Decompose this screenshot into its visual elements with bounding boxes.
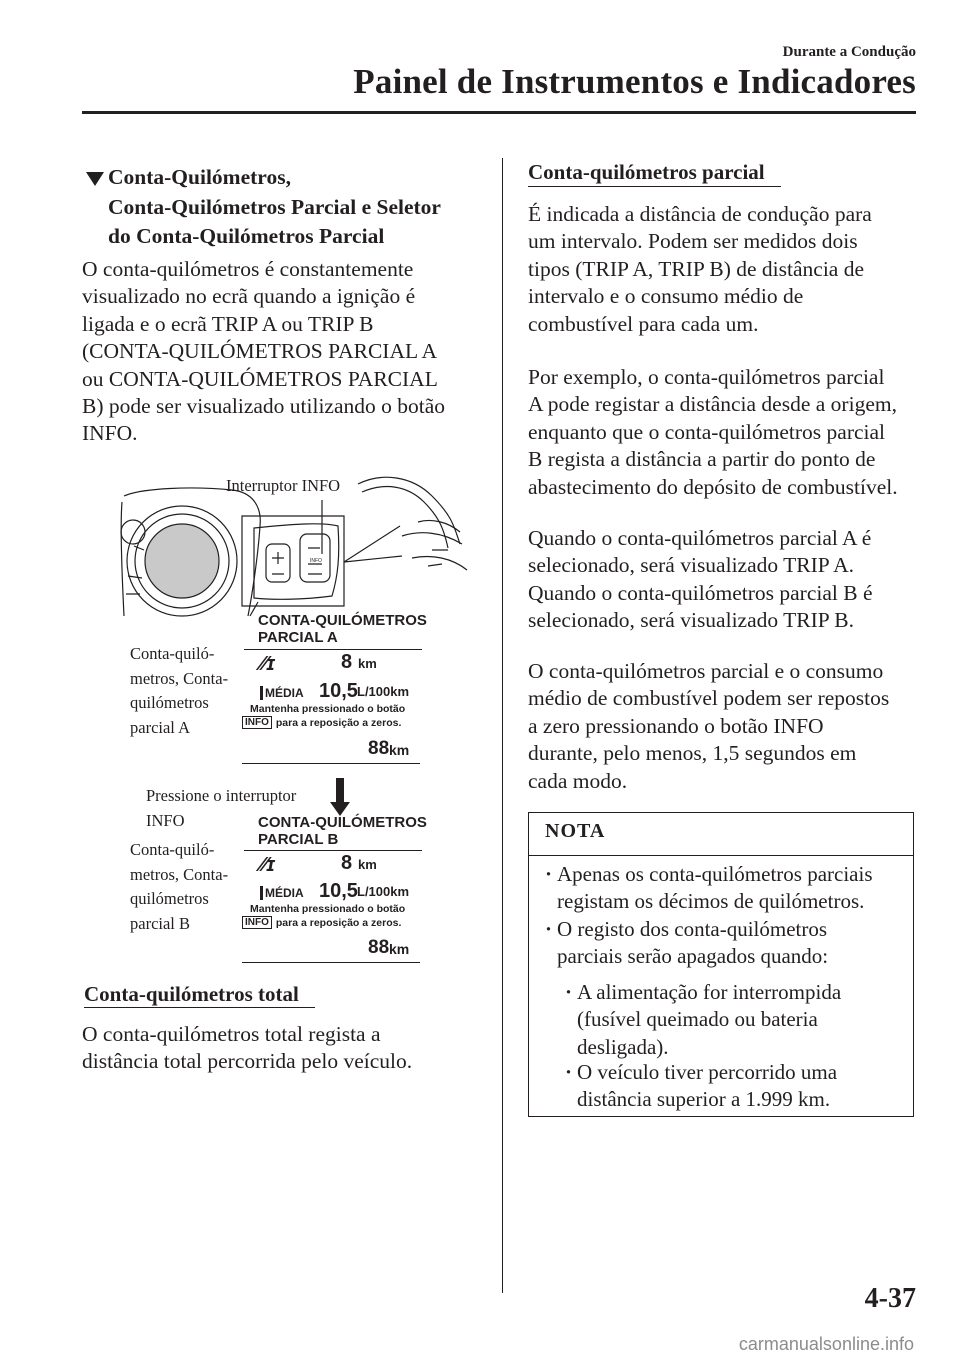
display-b-avg-value: 10,5 <box>319 880 358 902</box>
column-divider <box>502 158 503 1293</box>
note-line: distância superior a 1.999 km. <box>577 1087 831 1112</box>
label-line: metros, Conta- <box>130 668 229 688</box>
note-line: (fusível queimado ou bateria <box>577 1007 818 1032</box>
label-line: quilómetros <box>130 889 209 908</box>
press-label-line: INFO <box>146 810 185 830</box>
p4-line: a zero pressionando o botão INFO <box>528 713 824 738</box>
intro-line: O conta-quilómetros é constantemente <box>82 257 414 281</box>
header-rule <box>82 111 916 114</box>
display-a-avg-label: MÉDIA <box>265 686 304 700</box>
total-line: O conta-quilómetros total regista a <box>82 1022 381 1046</box>
display-b-odo-value: 88 <box>368 937 390 958</box>
paragraph-2 <box>528 364 913 501</box>
label-line: quilómetros <box>130 693 209 712</box>
label-line: metros, Conta- <box>130 864 229 884</box>
note-line: registam os décimos de quilómetros. <box>557 889 865 914</box>
display-a-odo-value: 88 <box>368 738 390 759</box>
note-line: O veículo tiver percorrido uma <box>577 1060 838 1084</box>
label-trip-a <box>130 642 228 740</box>
p2-line: Por exemplo, o conta-quilómetros parcial <box>528 365 885 389</box>
p2-line: B regista a distância a partir do ponto de <box>528 447 876 472</box>
display-a-trip-value: 8 <box>341 651 353 673</box>
intro-line: ou CONTA-QUILÓMETROS PARCIAL <box>82 366 438 391</box>
p1-line: tipos (TRIP A, TRIP B) de distância de <box>528 256 865 281</box>
trip-icon: ⁄⁄ɪ <box>260 653 275 675</box>
p4-line: O conta-quilómetros parcial e o consumo <box>528 659 884 683</box>
section-heading-line1: Conta-Quilómetros, <box>108 165 291 189</box>
p1-line: intervalo e o consumo médio de <box>528 284 804 309</box>
press-label-line: Pressione o interruptor <box>146 786 297 805</box>
running-header-section: Durante a Condução <box>782 44 916 60</box>
p3-line: Quando o conta-quilómetros parcial B é <box>528 580 873 605</box>
note-sub-bullet <box>565 1059 837 1114</box>
display-b-trip-unit: km <box>358 857 377 872</box>
watermark: carmanualsonline.info <box>738 1334 914 1354</box>
note-line: A alimentação for interrompida <box>577 980 842 1004</box>
p1-line: É indicada a distância de condução para <box>528 202 872 226</box>
odometer-figure <box>82 466 492 966</box>
label-line: Conta-quiló- <box>130 840 215 859</box>
p2-line: abastecimento do depósito de combustível. <box>528 474 898 499</box>
display-a-trip-unit: km <box>358 656 377 671</box>
note-rule <box>529 855 913 856</box>
paragraph-3 <box>528 525 913 635</box>
display-b-hint-2: para a reposição a zeros. <box>275 916 402 929</box>
label-line: parcial A <box>130 717 191 737</box>
display-a-bottom-rule <box>242 763 420 764</box>
paragraph-4 <box>528 658 913 795</box>
p2-line: enquanto que o conta-quilómetros parcial <box>528 419 886 444</box>
info-switch-label: Interruptor INFO <box>226 476 341 495</box>
display-b-trip-value: 8 <box>341 852 353 874</box>
display-b-odo-unit: km <box>389 941 410 957</box>
display-a-heading <box>258 612 427 646</box>
display-a-hint-2-row <box>242 716 401 729</box>
note-line: Apenas os conta-quilómetros parciais <box>557 862 873 886</box>
avg-bar-icon <box>260 886 263 900</box>
total-odometer-title: Conta-quilómetros total <box>84 982 299 1006</box>
intro-line: ligada e o ecrã TRIP A ou TRIP B <box>82 311 374 336</box>
page-number: 4-37 <box>864 1283 916 1314</box>
p4-line: médio de combustível podem ser repostos <box>528 686 890 711</box>
p3-line: selecionado, será visualizado TRIP B. <box>528 608 855 633</box>
display-b-hint-2-row <box>242 916 401 929</box>
display-a-info-button-icon: INFO <box>242 716 272 729</box>
label-line: Conta-quiló- <box>130 644 215 663</box>
section-heading-line3: do Conta-Quilómetros Parcial <box>108 224 385 248</box>
intro-line: INFO. <box>82 421 138 446</box>
display-a-rule <box>244 649 422 650</box>
p4-line: cada modo. <box>528 768 628 793</box>
intro-line: B) pode ser visualizado utilizando o botão <box>82 394 446 419</box>
note-bullet <box>545 916 828 971</box>
p1-line: combustível para cada um. <box>528 311 759 336</box>
trip-meter-underline <box>528 186 781 187</box>
bullet-dot-icon: · <box>545 862 553 886</box>
p3-line: Quando o conta-quilómetros parcial A é <box>528 526 872 550</box>
info-button-mini-label: INFO <box>310 558 322 564</box>
intro-line: visualizado no ecrã quando a ignição é <box>82 284 416 309</box>
trip-meter-title: Conta-quilómetros parcial <box>528 160 765 184</box>
section-heading-line2: Conta-Quilómetros Parcial e Seletor <box>108 195 441 219</box>
display-a-heading-line: PARCIAL A <box>258 629 338 646</box>
p4-line: durante, pelo menos, 1,5 segundos em <box>528 741 857 766</box>
total-odometer-paragraph <box>82 1021 487 1076</box>
p1-line: um intervalo. Podem ser medidos dois <box>528 229 858 254</box>
paragraph-1 <box>528 201 913 338</box>
label-trip-b <box>130 838 228 936</box>
display-b-avg-unit: L/100km <box>357 884 410 899</box>
note-line: parciais serão apagados quando: <box>557 944 829 969</box>
display-a-odo-unit: km <box>389 742 410 758</box>
display-a-hint-1: Mantenha pressionado o botão <box>250 703 406 715</box>
note-line: desligada). <box>577 1034 669 1059</box>
arrow-down-icon <box>330 778 350 818</box>
total-odometer-underline <box>84 1007 315 1008</box>
p2-line: A pode registar a distância desde a origem, <box>528 392 897 417</box>
section-triangle-icon <box>86 172 104 186</box>
display-b-hint-1: Mantenha pressionado o botão <box>250 903 406 915</box>
p3-line: selecionado, será visualizado TRIP A. <box>528 553 855 578</box>
bullet-dot-icon: · <box>565 980 573 1004</box>
trip-icon: ⁄⁄ɪ <box>260 854 275 876</box>
display-a-avg-value: 10,5 <box>319 680 358 702</box>
intro-line: (CONTA-QUILÓMETROS PARCIAL A <box>82 339 438 364</box>
running-header-title: Painel de Instrumentos e Indicadores <box>353 62 916 101</box>
note-bullet <box>545 861 873 916</box>
bullet-dot-icon: · <box>545 917 553 941</box>
note-title: NOTA <box>545 820 606 842</box>
display-b-heading-line: CONTA-QUILÓMETROS <box>258 814 427 831</box>
display-a-avg-unit: L/100km <box>357 684 410 699</box>
display-b-avg-label: MÉDIA <box>265 886 304 900</box>
total-line: distância total percorrida pelo veículo. <box>82 1049 413 1074</box>
avg-bar-icon <box>260 686 263 700</box>
label-line: parcial B <box>130 913 191 933</box>
display-b-info-button-icon: INFO <box>242 916 272 929</box>
display-b-heading-line: PARCIAL B <box>258 831 339 848</box>
display-a-heading-line: CONTA-QUILÓMETROS <box>258 612 427 629</box>
display-b-heading <box>258 814 427 848</box>
note-line: O registo dos conta-quilómetros <box>557 917 828 941</box>
intro-paragraph <box>82 256 487 448</box>
bullet-dot-icon: · <box>565 1060 573 1084</box>
display-b-rule <box>244 850 422 851</box>
display-b-bottom-rule <box>242 962 420 963</box>
note-sub-bullet <box>565 979 841 1061</box>
display-a-hint-2: para a reposição a zeros. <box>275 716 402 729</box>
note-box <box>528 812 914 1117</box>
